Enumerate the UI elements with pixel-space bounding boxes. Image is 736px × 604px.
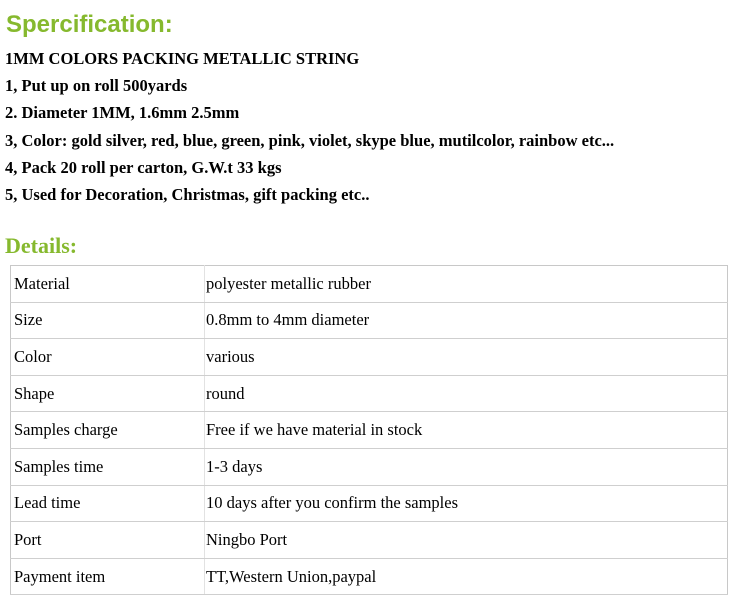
spec-line-diameter: 2. Diameter 1MM, 1.6mm 2.5mm: [5, 103, 240, 123]
row-value: Free if we have material in stock: [205, 412, 728, 449]
row-label: Lead time: [11, 485, 205, 522]
table-row: [11, 412, 728, 449]
spec-line-roll: 1, Put up on roll 500yards: [5, 76, 188, 96]
table-row: [11, 558, 728, 595]
row-label: Shape: [11, 375, 205, 412]
spec-line-color: 3, Color: gold silver, red, blue, green, pink, violet, skype blue, mutilcolor, rainbow etc...: [5, 130, 615, 150]
row-value: various: [205, 339, 728, 376]
row-label: Samples time: [11, 448, 205, 485]
table-row: [11, 339, 728, 376]
details-table: [10, 265, 728, 595]
row-label: Material: [11, 266, 205, 303]
row-label: Payment item: [11, 558, 205, 595]
table-row: [11, 375, 728, 412]
row-label: Size: [11, 302, 205, 339]
row-label: Samples charge: [11, 412, 205, 449]
row-value: round: [205, 375, 728, 412]
specification-list: [5, 45, 614, 208]
row-value: 1-3 days: [205, 448, 728, 485]
row-label: Port: [11, 522, 205, 559]
row-value: 0.8mm to 4mm diameter: [205, 302, 728, 339]
spec-title-line: 1MM COLORS PACKING METALLIC STRING: [5, 49, 360, 68]
table-row: [11, 302, 728, 339]
details-heading: Details:: [5, 233, 78, 258]
table-row: [11, 485, 728, 522]
specification-heading: Spercification:: [6, 11, 173, 38]
spec-line-pack: 4, Pack 20 roll per carton, G.W.t 33 kgs: [5, 157, 282, 177]
row-value: 10 days after you confirm the samples: [205, 485, 728, 522]
row-value: TT,Western Union,paypal: [205, 558, 728, 595]
row-value: polyester metallic rubber: [205, 266, 728, 303]
row-value: Ningbo Port: [205, 522, 728, 559]
table-row: [11, 522, 728, 559]
table-row: [11, 448, 728, 485]
spec-line-usage: 5, Used for Decoration, Christmas, gift packing etc..: [5, 184, 370, 204]
row-label: Color: [11, 339, 205, 376]
table-row: [11, 266, 728, 303]
